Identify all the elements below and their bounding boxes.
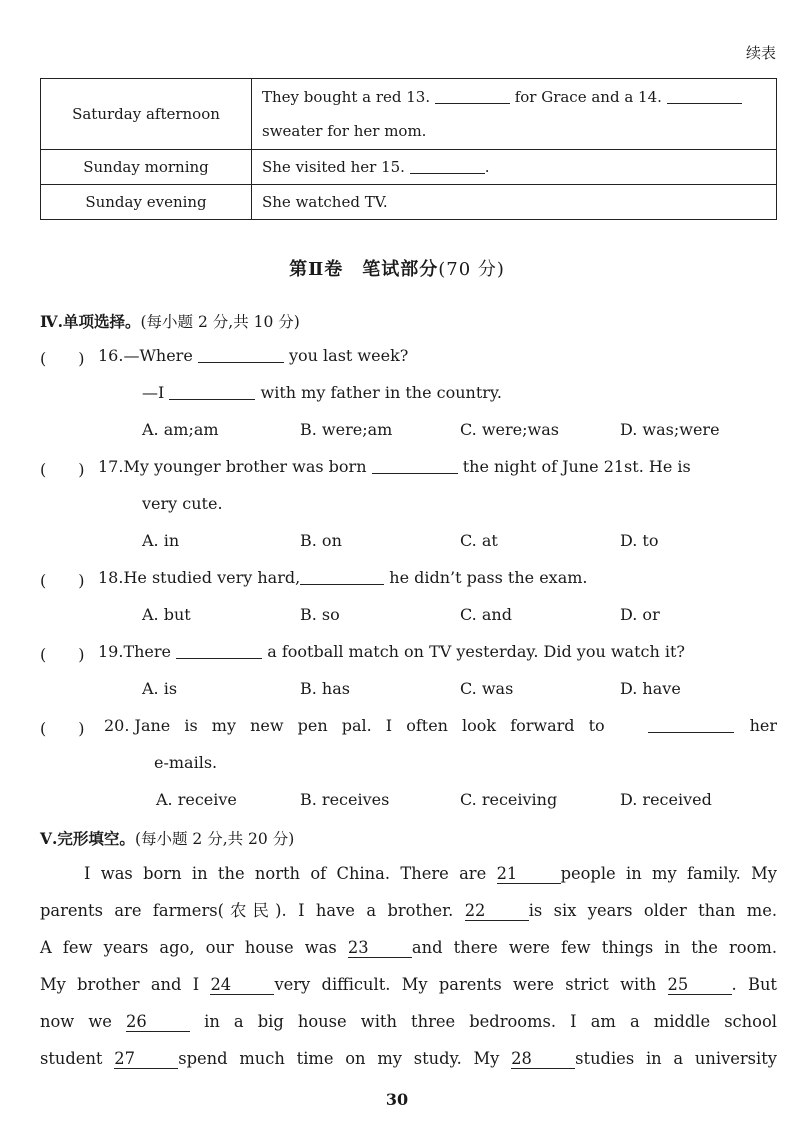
option-c[interactable]: C. at bbox=[460, 531, 498, 550]
question-text: he didn’t pass the exam. bbox=[389, 568, 588, 587]
question-text: her bbox=[749, 716, 777, 735]
answer-paren[interactable]: ( ) bbox=[40, 645, 85, 664]
part5-heading bbox=[40, 827, 294, 849]
part4-heading bbox=[40, 310, 300, 332]
answer-blank[interactable] bbox=[300, 569, 384, 585]
passage-text: My brother and I bbox=[40, 975, 200, 994]
question-text: —Where bbox=[123, 346, 193, 365]
answer-blank[interactable] bbox=[410, 158, 485, 174]
numbered-blank[interactable]: 28 bbox=[511, 1050, 575, 1069]
question-text: He studied very hard, bbox=[123, 568, 301, 587]
option-c[interactable]: C. receiving bbox=[460, 790, 558, 809]
option-c[interactable]: C. was bbox=[460, 679, 514, 698]
question-20-line2: e-mails. bbox=[154, 753, 218, 772]
part4-title: Ⅳ.单项选择。 bbox=[40, 312, 141, 331]
answer-blank[interactable] bbox=[648, 717, 734, 733]
question-text: you last week? bbox=[288, 346, 409, 365]
numbered-blank[interactable]: 21 bbox=[497, 865, 561, 884]
passage-text: people in my family. My bbox=[560, 864, 777, 883]
question-17-line2: very cute. bbox=[142, 494, 223, 513]
passage-line bbox=[40, 966, 777, 1003]
part5-note: (每小题 2 分,共 20 分) bbox=[134, 830, 295, 848]
passage-text: . But bbox=[731, 975, 777, 994]
schedule-table bbox=[40, 78, 777, 220]
numbered-blank[interactable]: 27 bbox=[114, 1050, 178, 1069]
section-title-points: (70 分) bbox=[438, 259, 505, 280]
question-19 bbox=[98, 642, 685, 661]
question-17 bbox=[98, 457, 691, 476]
table-row bbox=[41, 185, 777, 220]
passage-text: I was born in the north of China. There are bbox=[84, 864, 487, 883]
question-number: 16. bbox=[98, 346, 124, 365]
question-number: 18. bbox=[98, 568, 124, 587]
continued-label: 续表 bbox=[745, 44, 776, 62]
option-a[interactable]: A. is bbox=[142, 679, 178, 698]
activity-text: She watched TV. bbox=[262, 193, 388, 211]
option-a[interactable]: A. in bbox=[142, 531, 180, 550]
option-b[interactable]: B. were;am bbox=[300, 420, 393, 439]
passage-text: is six years older than me. bbox=[528, 901, 777, 920]
table-row bbox=[41, 79, 777, 150]
question-text: with my father in the country. bbox=[260, 383, 502, 402]
option-b[interactable]: B. so bbox=[300, 605, 340, 624]
option-d[interactable]: D. received bbox=[620, 790, 712, 809]
answer-paren[interactable]: ( ) bbox=[40, 719, 85, 738]
cloze-passage bbox=[40, 855, 777, 1077]
activity-cell bbox=[252, 150, 777, 185]
passage-text: in a big house with three bedrooms. I am a middle school bbox=[204, 1012, 777, 1031]
passage-line bbox=[40, 1003, 777, 1040]
question-18 bbox=[98, 568, 588, 587]
passage-text: studies in a university bbox=[575, 1049, 777, 1068]
question-20 bbox=[104, 716, 777, 735]
activity-text: . bbox=[484, 158, 490, 176]
question-16-line2 bbox=[142, 383, 502, 402]
answer-blank[interactable] bbox=[435, 88, 510, 104]
answer-blank[interactable] bbox=[176, 643, 262, 659]
question-text: —I bbox=[142, 383, 165, 402]
option-d[interactable]: D. or bbox=[620, 605, 660, 624]
answer-blank[interactable] bbox=[169, 384, 255, 400]
question-number: 17. bbox=[98, 457, 124, 476]
answer-paren[interactable]: ( ) bbox=[40, 571, 85, 590]
time-cell: Saturday afternoon bbox=[41, 79, 252, 150]
passage-line bbox=[40, 892, 777, 929]
part5-title: Ⅴ.完形填空。 bbox=[40, 829, 135, 848]
passage-text: A few years ago, our house was bbox=[40, 938, 337, 957]
passage-text: student bbox=[40, 1049, 103, 1068]
time-cell: Sunday evening bbox=[41, 185, 252, 220]
part4-note: (每小题 2 分,共 10 分) bbox=[140, 313, 300, 331]
question-16 bbox=[98, 346, 408, 365]
option-d[interactable]: D. to bbox=[620, 531, 659, 550]
numbered-blank[interactable]: 26 bbox=[126, 1013, 190, 1032]
option-a[interactable]: A. but bbox=[142, 605, 191, 624]
option-d[interactable]: D. have bbox=[620, 679, 681, 698]
numbered-blank[interactable]: 24 bbox=[210, 976, 274, 995]
passage-text: parents are farmers(农民). I have a brother. bbox=[40, 901, 454, 920]
option-d[interactable]: D. was;were bbox=[620, 420, 720, 439]
passage-text: and there were few things in the room. bbox=[411, 938, 777, 957]
question-number: 20. bbox=[104, 716, 130, 735]
activity-text: They bought a red 13. bbox=[262, 88, 431, 106]
time-cell: Sunday morning bbox=[41, 150, 252, 185]
activity-cell bbox=[252, 185, 777, 220]
answer-paren[interactable]: ( ) bbox=[40, 349, 85, 368]
passage-text: very difficult. My parents were strict with bbox=[274, 975, 657, 994]
activity-text: sweater for her mom. bbox=[262, 122, 427, 140]
option-b[interactable]: B. on bbox=[300, 531, 342, 550]
option-b[interactable]: B. receives bbox=[300, 790, 390, 809]
activity-text: for Grace and a 14. bbox=[514, 88, 662, 106]
passage-text: spend much time on my study. My bbox=[178, 1049, 500, 1068]
option-a[interactable]: A. am;am bbox=[142, 420, 219, 439]
answer-blank[interactable] bbox=[667, 88, 742, 104]
page-number: 30 bbox=[385, 1090, 409, 1109]
question-text: a football match on TV yesterday. Did you watch it? bbox=[267, 642, 685, 661]
passage-line bbox=[40, 1040, 777, 1077]
option-b[interactable]: B. has bbox=[300, 679, 350, 698]
numbered-blank[interactable]: 22 bbox=[465, 902, 529, 921]
question-text: Jane is my new pen pal. I often look forward to bbox=[134, 716, 605, 735]
activity-cell bbox=[252, 79, 777, 150]
option-c[interactable]: C. were;was bbox=[460, 420, 559, 439]
section-title bbox=[0, 255, 794, 281]
passage-line bbox=[40, 855, 777, 892]
answer-blank[interactable] bbox=[198, 347, 284, 363]
numbered-blank[interactable]: 23 bbox=[348, 939, 412, 958]
option-a[interactable]: A. receive bbox=[156, 790, 237, 809]
section-title-main: 第Ⅱ卷 笔试部分 bbox=[289, 259, 439, 280]
question-text: My younger brother was born bbox=[123, 457, 367, 476]
table-row bbox=[41, 150, 777, 185]
answer-paren[interactable]: ( ) bbox=[40, 460, 85, 479]
passage-line bbox=[40, 929, 777, 966]
question-number: 19. bbox=[98, 642, 124, 661]
question-text: the night of June 21st. He is bbox=[462, 457, 691, 476]
passage-text: now we bbox=[40, 1012, 112, 1031]
option-c[interactable]: C. and bbox=[460, 605, 512, 624]
answer-blank[interactable] bbox=[372, 458, 458, 474]
question-text: There bbox=[123, 642, 172, 661]
numbered-blank[interactable]: 25 bbox=[668, 976, 732, 995]
activity-text: She visited her 15. bbox=[262, 158, 405, 176]
